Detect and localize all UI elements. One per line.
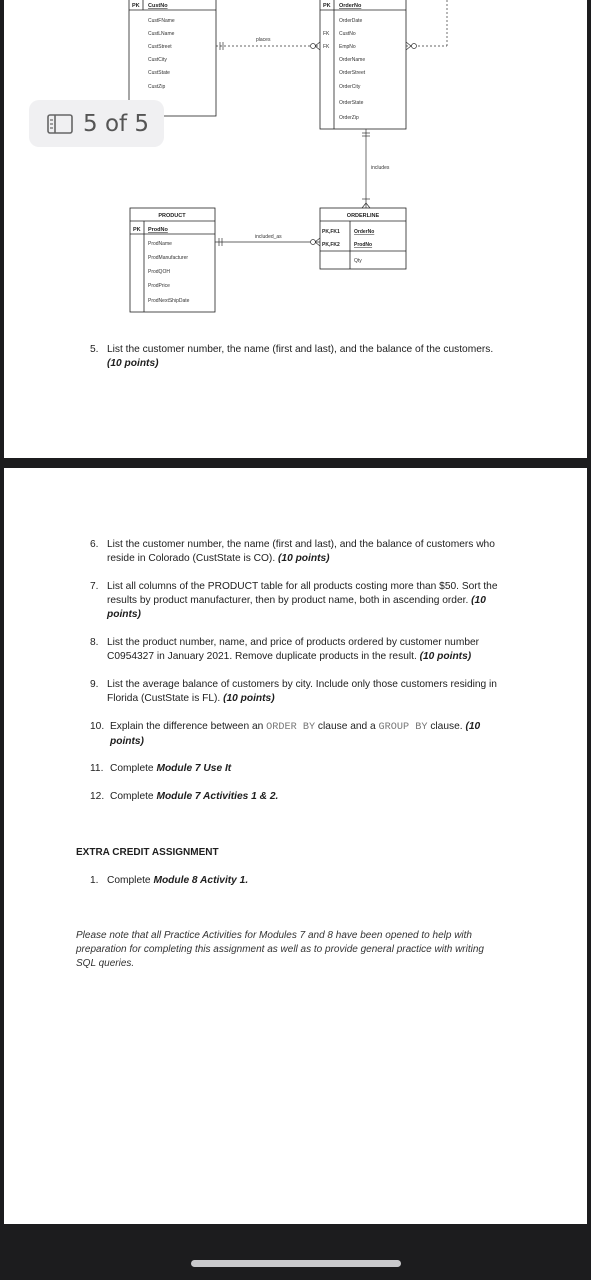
order-field: OrderName — [339, 57, 366, 63]
question-number: 9. — [90, 679, 99, 690]
page-indicator-text: 5 of 5 — [83, 110, 150, 137]
question-number: 6. — [90, 539, 99, 550]
question-number: 7. — [90, 581, 99, 592]
home-indicator[interactable] — [191, 1260, 401, 1267]
order-pk-field: OrderNo — [339, 3, 362, 9]
question-points: (10 points) — [223, 693, 275, 704]
customer-pk-field: CustNo — [148, 3, 168, 9]
customer-field: CustFName — [148, 18, 175, 24]
sql-keyword: GROUP BY — [378, 722, 428, 733]
question-text: Florida (CustState is FL). — [107, 693, 221, 704]
question-points: (10 points) — [419, 651, 472, 662]
orderline-entity — [320, 208, 406, 269]
customer-pk-label: PK — [132, 3, 140, 9]
customer-entity — [129, 0, 216, 116]
orderline-title: ORDERLINE — [346, 213, 380, 219]
question-text: List the customer number, the name (first and last), and the balance of the customers. — [107, 344, 494, 355]
question-points: (10 points) — [278, 553, 330, 564]
module-name: Module 8 Activity 1. — [153, 875, 249, 886]
question-text: C0954327 in January 2021. Remove duplicate products in the result. — [107, 651, 417, 662]
module-name: Module 7 Use It — [156, 763, 232, 774]
question-text: Complete — [110, 763, 154, 774]
question-text: List the product number, name, and price of products ordered by customer number — [107, 637, 480, 648]
note-text: Please note that all Practice Activities for Modules 7 and 8 have been opened to help with — [76, 930, 472, 941]
includes-label: includes — [371, 165, 390, 171]
orderline-key-field: ProdNo — [354, 242, 373, 248]
question-text: clause. — [430, 721, 463, 732]
places-label: places — [256, 37, 271, 43]
included-as-label: included_as — [255, 234, 282, 240]
order-field: OrderDate — [339, 18, 363, 24]
question-points: (10 — [471, 595, 486, 606]
order-field: OrderZip — [339, 115, 359, 121]
order-pk-label: PK — [323, 3, 331, 9]
includes-relationship — [362, 129, 390, 208]
product-title: PRODUCT — [158, 213, 186, 219]
places-relationship — [216, 37, 320, 50]
order-entity — [320, 0, 406, 129]
question-number: 5. — [90, 344, 99, 355]
order-fk-label: FK — [323, 44, 330, 50]
document-page-2 — [4, 468, 587, 1224]
question-number: 11. — [90, 763, 104, 774]
page-indicator-badge[interactable] — [29, 100, 164, 147]
question-points: points) — [107, 609, 141, 620]
extra-credit-heading: EXTRA CREDIT ASSIGNMENT — [76, 847, 219, 858]
question-number: 12. — [90, 791, 105, 802]
order-fk-label: FK — [323, 31, 330, 37]
order-field: CustNo — [339, 31, 356, 37]
question-text: results by product manufacturer, then by product name, both in ascending order. — [107, 595, 469, 606]
question-text: List all columns of the PRODUCT table for all products costing more than $50. Sort the — [107, 581, 498, 592]
page-icon — [47, 114, 73, 134]
product-field: ProdQOH — [148, 269, 170, 275]
customer-field: CustStreet — [148, 44, 172, 50]
question-text: reside in Colorado (CustState is CO). — [107, 553, 276, 564]
document-page-1 — [4, 0, 587, 458]
question-points: (10 points) — [107, 358, 159, 369]
order-field: OrderState — [339, 100, 364, 106]
product-entity — [130, 208, 215, 312]
product-pk-field: ProdNo — [148, 227, 168, 233]
product-pk-label: PK — [133, 227, 141, 233]
question-text: Complete — [107, 875, 151, 886]
customer-field: CustZip — [148, 84, 166, 90]
orderline-field: Qty — [354, 258, 362, 264]
order-field: OrderCity — [339, 84, 361, 90]
question-text: List the customer number, the name (first and last), and the balance of customers who — [107, 539, 495, 550]
customer-field: CustState — [148, 70, 170, 76]
erd-diagram — [4, 0, 587, 458]
orderline-key-label: PK,FK1 — [322, 229, 340, 235]
product-field: ProdPrice — [148, 283, 170, 289]
product-field: ProdManufacturer — [148, 255, 189, 261]
customer-field: CustCity — [148, 57, 167, 63]
question-points: (10 — [465, 721, 481, 732]
question-number: 1. — [90, 875, 99, 886]
question-number: 10. — [90, 721, 105, 732]
question-text: List the average balance of customers by city. Include only those customers residing in — [107, 679, 497, 690]
orderline-key-field: OrderNo — [354, 229, 375, 235]
customer-field: CustLName — [148, 31, 175, 37]
question-number: 8. — [90, 637, 99, 648]
question-points: points) — [110, 736, 144, 747]
order-field: EmpNo — [339, 44, 356, 50]
note-text: preparation for completing this assignment as well as to provide general practice with writing — [76, 944, 484, 955]
sql-keyword: ORDER BY — [266, 722, 316, 733]
product-field: ProdName — [148, 241, 172, 247]
question-text: Explain the difference between an — [110, 721, 264, 732]
order-field: OrderStreet — [339, 70, 366, 76]
question-text: Complete — [110, 791, 154, 802]
practice-note — [76, 929, 528, 971]
orderline-key-label: PK,FK2 — [322, 242, 340, 248]
note-text: SQL queries. — [76, 958, 135, 969]
module-name: Module 7 Activities 1 & 2. — [156, 791, 279, 802]
included-as-relationship — [215, 234, 320, 246]
product-field: ProdNextShipDate — [148, 298, 190, 304]
employee-relationship — [406, 0, 447, 50]
question-text: clause and a — [317, 721, 376, 732]
